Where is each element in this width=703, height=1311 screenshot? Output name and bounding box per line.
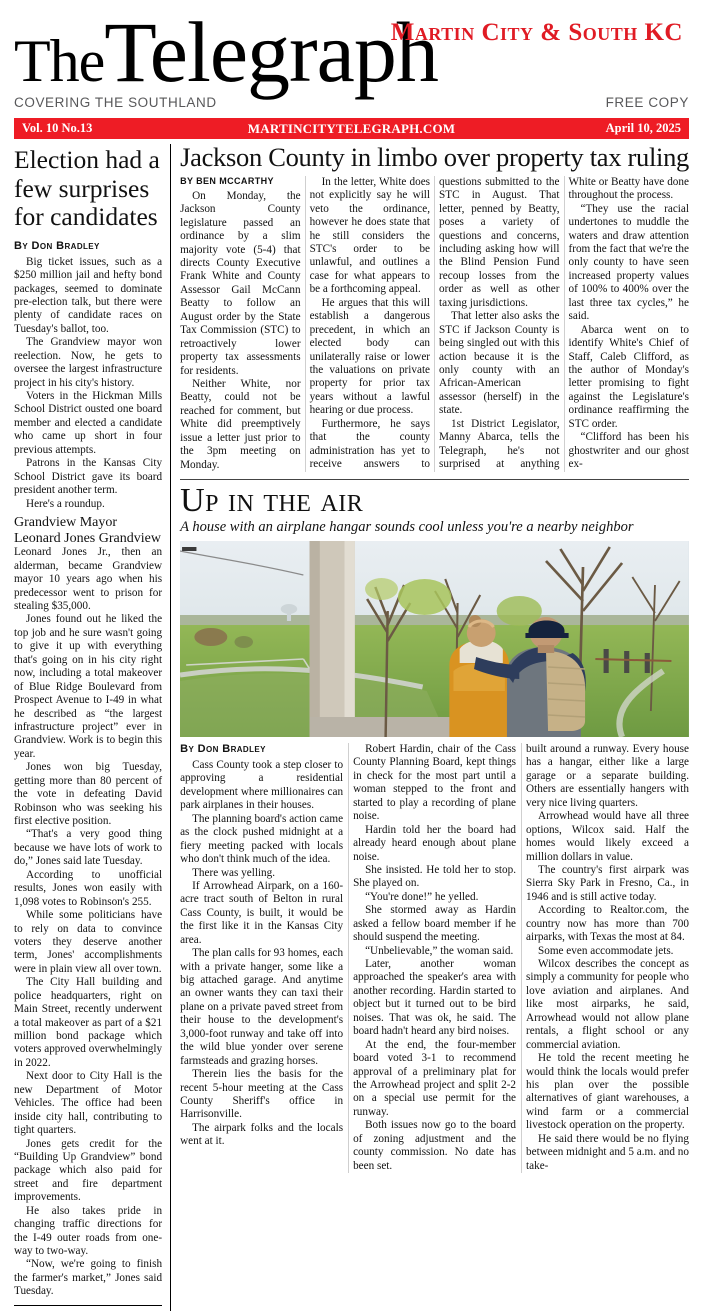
feature-article [180, 479, 689, 1173]
jackson-paragraph: 1st District Legislator, Manny Abarca, tells the Telegraph, he's not surprised at anything White or Beatty have done throughout the process. [439, 175, 689, 470]
election-subhead-lead: Leonard Jones Jr., then an alderman, became Grandview mayor 10 years ago when his predecessor went to prison for stealing $35,000. [14, 546, 163, 613]
feature-paragraph: Therein lies the basis for the recent 5-hour meeting at the Cass County Sheriff's office in Harrisonville. [180, 1068, 344, 1121]
top-zone [14, 144, 689, 1311]
free-copy-label: FREE COPY [605, 95, 689, 110]
feature-paragraph: Arrowhead would have all three options, Wilcox said. Half the homes would likely exceed a million dollars in value. [526, 810, 689, 863]
feature-photo [180, 541, 689, 737]
feature-paragraph: “Unbelievable,” the woman said. [365, 944, 514, 957]
feature-paragraph: built around a runway. Every house has a hangar, either like a large garage or a separate building. Others are essentially hangers with very nice living quarters. [526, 743, 689, 809]
feature-paragraph: Robert Hardin, chair of the Cass County Planning Board, kept things in check for the most part until a woman stepped to the front and started to play a recording of plane noise. [353, 743, 517, 823]
issue-banner [14, 118, 689, 139]
election-byline: By Don Bradley [14, 239, 100, 252]
issue-volume: Vol. 10 No.13 [22, 121, 93, 135]
feature-paragraph: There was yelling. [192, 866, 276, 879]
jackson-paragraph: That letter also asks the STC if Jackson County is being singled out with this action because it is the only county with an African-American assessor (herself) in the state. [439, 310, 560, 417]
jackson-paragraph: “They use the racial undertones to muddle the waters and draw attention from the fact that we're the only county to have seen increased property values of 100% to 400% over the last three tax cycles,” he said. [568, 202, 689, 323]
election-paragraph: Patrons in the Kansas City School District gave its board president another term. [14, 457, 163, 497]
feature-paragraph: Cass County took a step closer to approving a residential development where millionaires can park airplanes in their houses. [180, 759, 344, 812]
feature-paragraph: The plan calls for 93 homes, each with a private hanger, some like a big attached garage. And anytime an owner wants they can taxi their plane on a private paved street from their house to the development's 3,000-foot runway and take off into the wild blue yonder over serene farmsteads and grazing horses. [180, 947, 344, 1067]
feature-headline[interactable]: Up in the air [180, 482, 364, 519]
feature-article-body [180, 743, 689, 1173]
feature-paragraph: Wilcox describes the concept as simply a community for people who love aviation and airplanes. And like most airparks, he said, Arrowhead would not allow plane rentals, a flight school or any commercial aviation. [526, 958, 689, 1051]
election-paragraph: Jones won big Tuesday, getting more than 80 percent of the vote in defeating David Robinson who was seeking his first elective position. [14, 761, 163, 828]
election-paragraph: Next door to City Hall is the new Department of Motor Vehicles. The office had been inside city hall, contributing to tight quarters. [14, 1070, 163, 1137]
feature-paragraph: The country's first airpark was Sierra Sky Park in Fresno, Ca., in 1946 and is still active today. [526, 863, 689, 903]
feature-paragraph: The planning board's action came as the clock pushed midnight at a fiery meeting packed with locals who don't think much of the idea. [180, 812, 344, 866]
election-paragraph: “Now, we're going to finish the farmer's market,” Jones said Tuesday. [14, 1258, 163, 1298]
jackson-paragraph: “Clifford has been his ghostwriter and our ghost ex- [568, 431, 689, 470]
masthead [14, 6, 689, 118]
jackson-byline: BY BEN MCCARTHY [180, 175, 274, 186]
feature-paragraph: The airpark folks and the locals went at it. [180, 1121, 344, 1148]
election-paragraph: Big ticket issues, such as a $250 million jail and hefty bond packages, seemed to dominate pre-election talk, but there were plenty of candidate races on Tuesday's ballot, too. [14, 255, 163, 335]
nameplate-main: Telegraph [104, 4, 438, 100]
jackson-headline[interactable]: Jackson County in limbo over property tax ruling [180, 142, 689, 172]
masthead-kicker: Martin City & South KC [390, 19, 683, 46]
issue-date: April 10, 2025 [605, 121, 681, 135]
jackson-article-body [180, 176, 689, 472]
tagline: COVERING THE SOUTHLAND [14, 95, 217, 110]
feature-paragraph: He said there would be no flying between midnight and 5 a.m. and no take- [526, 1132, 689, 1172]
right-zone [171, 144, 689, 1311]
election-paragraph: While some politicians have to rely on data to convince voters they deserve another term, Jones' accomplishments were in plain view all over town. [14, 909, 163, 975]
feature-paragraph: At the end, the four-member board voted 3-1 to recommend approval of a preliminary plat for the Arrowhead project and split 2-2 on a special use permit for the runway. [353, 1038, 517, 1118]
feature-paragraph: She insisted. He told her to stop. She played on. [353, 863, 517, 890]
jackson-paragraph: In the letter, White does not explicitly say he will veto the ordinance, however he does state that he still considers the STC's order to be unlawful, and outlines a case for what appears to be a forthcoming appeal. [309, 175, 431, 296]
election-paragraph: “That's a very good thing because we have lots of work to do,” Jones said late Tuesday. [14, 828, 163, 868]
jackson-paragraph: Furthermore, he says that the county administration has yet to receive answers to questions submitted to the STC in August. That letter, penned by Beatty, poses a variety of questions and concerns, including asking how will the Blind Pension Fund recoup losses from the order as well as other taxing jurisdictions. [309, 175, 560, 470]
election-paragraph: Jones gets credit for the “Building Up Grandview” bond package which also paid for street and fire department improvements. [14, 1137, 163, 1204]
election-headline[interactable]: Election had a few surprises for candidates [14, 145, 160, 232]
election-subhead: Grandview Mayor Leonard Jones Grandview [14, 514, 161, 546]
election-paragraph: According to unofficial results, Jones won easily with 1,098 votes to Robinson's 255. [14, 868, 163, 908]
feature-paragraph: He told the recent meeting he would think the locals would prefer his plan over the possible alternatives of giant warehouses, a wind farm or a commercial livestock operation on the property. [526, 1052, 689, 1132]
divider [14, 1305, 162, 1306]
feature-paragraph: According to Realtor.com, the country now has more than 700 airparks, with Texas the most at 84. [526, 904, 689, 944]
election-paragraph: Voters in the Hickman Mills School District ousted one board member and elected a candidate who came up short in four previous attempts. [14, 390, 163, 456]
feature-byline: By Don Bradley [180, 743, 266, 755]
election-article [14, 144, 171, 1311]
feature-paragraph: Later, another woman approached the speaker's area with another recording. Hardin started to object but it turned out to be bird noises. That was ok, he said. The board hadn't heard any bird noises. [353, 958, 517, 1038]
election-paragraph: The City Hall building and police headquarters, right on Main Street, recently underwent a total makeover as part of a $21 million bond package which voters approved overwhelmingly in 2022. [14, 976, 163, 1069]
feature-paragraph: “You're done!” he yelled. [365, 890, 479, 903]
jackson-paragraph: He argues that this will establish a dangerous precedent, in which an elected body can unilaterally raise or lower the valuations on private property for prior tax years without a lawful hearing or due process. [309, 296, 431, 417]
feature-paragraph: If Arrowhead Airpark, on a 160-acre tract south of Belton in rural Cass County, is built, it would be the first like it in the Kansas City area. [180, 879, 344, 946]
election-paragraph: Here's a roundup. [26, 497, 105, 510]
feature-paragraph: Some even accommodate jets. [538, 944, 674, 957]
jackson-paragraph: Abarca went on to identify White's Chief of Staff, Caleb Clifford, as the author of Monday's letter promising to fight against the Legislature's ordinance reaffirming the STC order. [568, 323, 689, 430]
nameplate-the: The [14, 28, 105, 94]
jackson-paragraph: On Monday, the Jackson County legislature passed an ordinance by a slim majority vote (5-4) that directs County Executive Frank White and County Assessor Gail McCann Beatty to follow an August order by the State Tax Commission (STC) to retroactively lower property tax assessments for residents. [180, 189, 301, 377]
feature-paragraph: She stormed away as Hardin asked a fellow board member if he should suspend the meeting. [353, 904, 517, 944]
feature-deck: A house with an airplane hangar sounds cool unless you're a nearby neighbor [180, 519, 634, 535]
feature-paragraph: Hardin told her the board had already heard enough about plane noise. [353, 823, 517, 863]
jackson-paragraph: Neither White, nor Beatty, could not be reached for comment, but White did preemptively issue a letter just prior to the 3pm meeting on Monday. [180, 377, 301, 471]
election-paragraph: Jones found out he liked the top job and he sure wasn't going to give it up with everything that's going on in his city right now, including a total makeover of Blue Ridge Boulevard from Prospect Avenue to I-49 in what he described as “the largest infrastructure project” ever in Grandview. Work is to begin this year. [14, 613, 163, 760]
issue-website-url[interactable]: MARTINCITYTELEGRAPH.COM [247, 121, 456, 136]
election-paragraph: He also takes pride in changing traffic directions for the I-49 outer roads from one-way to two-way. [14, 1204, 163, 1258]
feature-photo-illustration [180, 541, 689, 737]
election-paragraph: The Grandview mayor won reelection. Now, he gets to oversee the largest infrastructure project in his city's history. [14, 336, 163, 389]
feature-paragraph: Both issues now go to the board of zoning adjustment and the county commission. No date has been set. [353, 1119, 517, 1172]
